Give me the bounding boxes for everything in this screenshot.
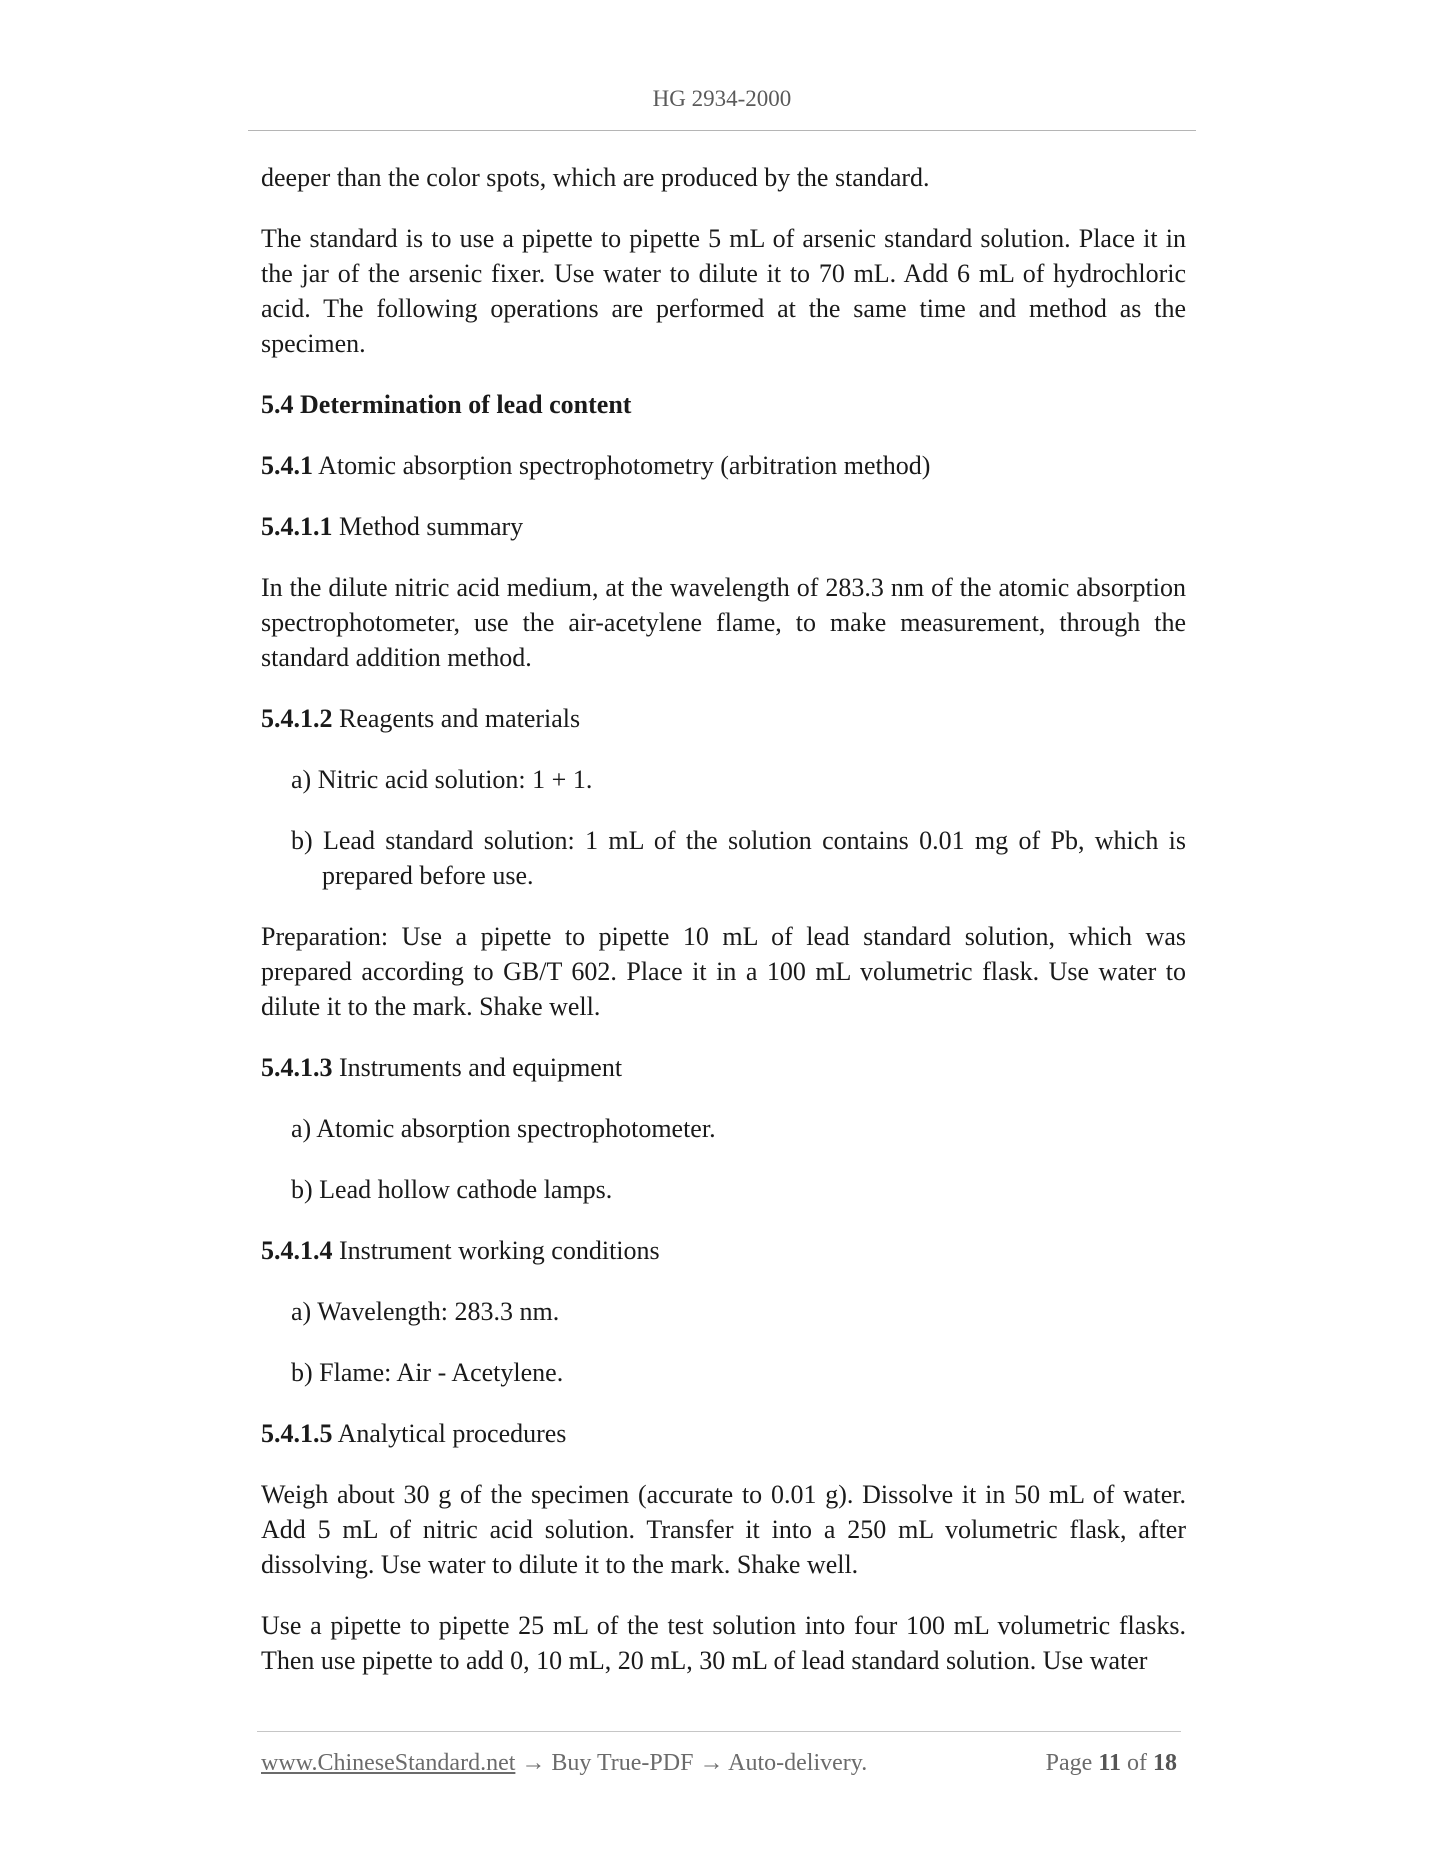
page-header: HG 2934-2000 [652, 86, 792, 111]
subsection-number: 5.4.1.5 [261, 1419, 333, 1448]
subsection-number: 5.4.1 [261, 451, 313, 480]
subsection-heading [261, 701, 1186, 736]
page-number: 11 [1098, 1750, 1121, 1776]
header-divider [248, 130, 1196, 131]
page-counter [1046, 1750, 1177, 1777]
list-item: b) Lead hollow cathode lamps. [291, 1175, 613, 1204]
site-link[interactable]: www.ChineseStandard.net [261, 1750, 516, 1776]
section-heading [261, 387, 1186, 422]
subsection-heading [261, 1050, 1186, 1085]
subsection-title: Analytical procedures [337, 1419, 567, 1448]
subsection-number: 5.4.1.1 [261, 512, 333, 541]
subsection-number: 5.4.1.3 [261, 1053, 333, 1082]
of-label: of [1127, 1750, 1147, 1776]
subsection-heading [261, 448, 1186, 483]
paragraph: Weigh about 30 g of the specimen (accurate to 0.01 g). Dissolve it in 50 mL of water. Add 5 mL of nitric acid solution. Transfer it into a 250 mL volumetric flask, after dissolving. Use water to dilute it to the mark. Shake well. [261, 1480, 1186, 1579]
paragraph: The standard is to use a pipette to pipette 5 mL of arsenic standard solution. Place it in the jar of the arsenic fixer. Use water to dilute it to 70 mL. Add 6 mL of hydrochloric acid. The following operations are performed at the same time and method as the specimen. [261, 224, 1186, 358]
subsection-title: Instrument working conditions [339, 1236, 660, 1265]
list-item: a) Nitric acid solution: 1 + 1. [291, 765, 593, 794]
list-item: b) Flame: Air - Acetylene. [291, 1358, 564, 1387]
list-item: a) Wavelength: 283.3 nm. [291, 1297, 560, 1326]
footer-divider [257, 1731, 1181, 1732]
paragraph: deeper than the color spots, which are produced by the standard. [261, 163, 930, 192]
section-title: 5.4 Determination of lead content [261, 390, 632, 419]
footer-promo [261, 1750, 867, 1777]
subsection-title: Instruments and equipment [339, 1053, 623, 1082]
subsection-title: Reagents and materials [339, 704, 581, 733]
subsection-title: Method summary [339, 512, 524, 541]
subsection-heading [261, 1233, 1186, 1268]
subsection-number: 5.4.1.2 [261, 704, 333, 733]
paragraph: Preparation: Use a pipette to pipette 10 mL of lead standard solution, which was prepared according to GB/T 602. Place it in a 100 mL volumetric flask. Use water to dilute it to the mark. Shake well. [261, 922, 1186, 1021]
arrow-right-icon: → [699, 1750, 724, 1776]
list-item: a) Atomic absorption spectrophotometer. [291, 1114, 716, 1143]
page-content [261, 160, 1186, 1704]
delivery-text: Auto-delivery. [728, 1750, 868, 1776]
paragraph: Use a pipette to pipette 25 mL of the test solution into four 100 mL volumetric flasks. Then use pipette to add 0, 10 mL, 20 mL, 30 mL of lead standard solution. Use water [261, 1611, 1186, 1675]
subsection-number: 5.4.1.4 [261, 1236, 333, 1265]
arrow-right-icon: → [521, 1750, 546, 1776]
list-item: b) Lead standard solution: 1 mL of the solution contains 0.01 mg of Pb, which is prepared before use. [291, 826, 1186, 890]
page-total: 18 [1153, 1750, 1177, 1776]
subsection-heading [261, 509, 1186, 544]
subsection-heading [261, 1416, 1186, 1451]
buy-text: Buy True-PDF [551, 1750, 694, 1776]
page-label: Page [1045, 1750, 1093, 1776]
subsection-title: Atomic absorption spectrophotometry (arbitration method) [318, 451, 931, 480]
paragraph: In the dilute nitric acid medium, at the wavelength of 283.3 nm of the atomic absorption spectrophotometer, use the air-acetylene flame, to make measurement, through the standard addition method. [261, 573, 1186, 672]
